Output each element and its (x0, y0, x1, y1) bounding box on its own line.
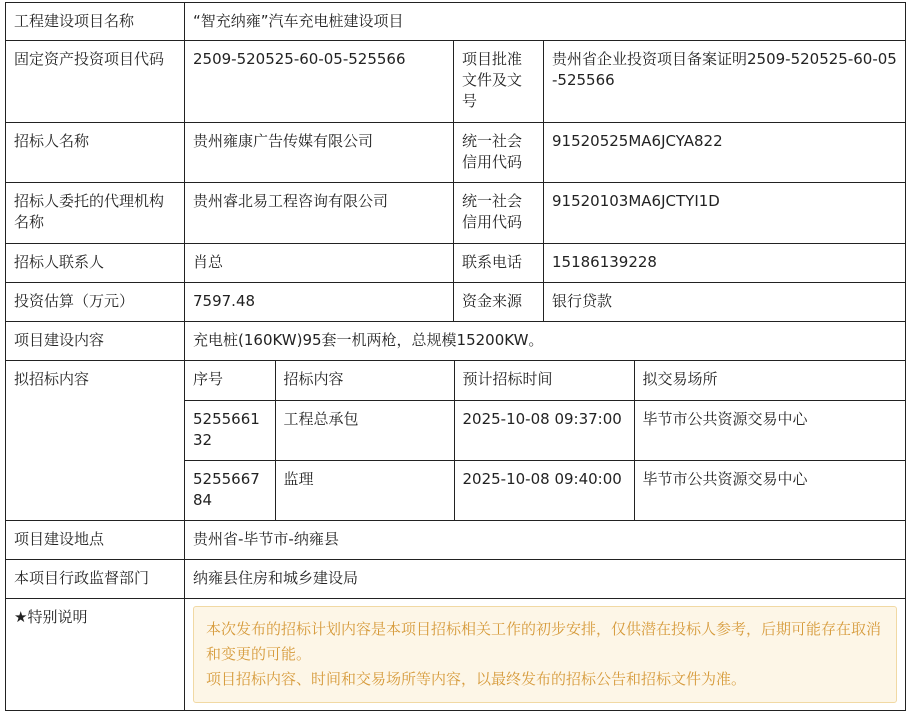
contact-value: 肖总 (185, 244, 454, 283)
fund-source-label: 资金来源 (454, 283, 544, 322)
row-investment (6, 283, 906, 322)
tender-plan-table (5, 2, 906, 711)
item-time: 2025-10-08 09:40:00 (454, 460, 634, 520)
content-value: 充电桩(160KW)95套一机两枪，总规模15200KW。 (185, 322, 906, 361)
asset-code-value: 2509-520525-60-05-525566 (185, 41, 454, 123)
tenderer-value: 贵州雍康广告传媒有限公司 (185, 123, 454, 183)
supervisor-label: 本项目行政监督部门 (6, 560, 185, 599)
tenderer-credit-value: 91520525MA6JCYA822 (544, 123, 906, 183)
item-time: 2025-10-08 09:37:00 (454, 400, 634, 460)
tender-content-cell (185, 361, 906, 521)
item-no: 525566132 (185, 400, 275, 460)
item-content: 监理 (275, 460, 454, 520)
row-contact (6, 244, 906, 283)
table-row (185, 460, 906, 520)
item-no: 525566784 (185, 460, 275, 520)
header-no: 序号 (193, 370, 224, 388)
contact-label: 招标人联系人 (6, 244, 185, 283)
row-asset-code (6, 41, 906, 123)
agency-credit-label: 统一社会信用代码 (454, 183, 544, 244)
special-notice (193, 606, 897, 703)
notice-line-1: 本次发布的招标计划内容是本项目招标相关工作的初步安排，仅供潜在投标人参考，后期可能存在取消和变更的可能。 (206, 620, 882, 663)
supervisor-value: 纳雍县住房和城乡建设局 (185, 560, 906, 599)
project-name-value: “智充纳雍”汽车充电桩建设项目 (185, 3, 906, 41)
content-label: 项目建设内容 (6, 322, 185, 361)
asset-code-label: 固定资产投资项目代码 (6, 41, 185, 123)
row-tenderer (6, 123, 906, 183)
approval-doc-value: 贵州省企业投资项目备案证明2509-520525-60-05-525566 (544, 41, 906, 123)
item-venue: 毕节市公共资源交易中心 (634, 400, 906, 460)
phone-label: 联系电话 (454, 244, 544, 283)
row-content (6, 322, 906, 361)
table-row (185, 400, 906, 460)
row-location (6, 521, 906, 560)
row-agency (6, 183, 906, 244)
row-special (6, 599, 906, 711)
row-tender-content (6, 361, 906, 521)
header-venue: 拟交易场所 (634, 361, 906, 400)
location-value: 贵州省-毕节市-纳雍县 (185, 521, 906, 560)
tenderer-label: 招标人名称 (6, 123, 185, 183)
investment-value: 7597.48 (185, 283, 454, 322)
fund-source-value: 银行贷款 (544, 283, 906, 322)
header-content: 招标内容 (275, 361, 454, 400)
row-supervisor (6, 560, 906, 599)
project-name-label: 工程建设项目名称 (6, 3, 185, 41)
item-venue: 毕节市公共资源交易中心 (634, 460, 906, 520)
special-cell (185, 599, 906, 711)
notice-line-2: 项目招标内容、时间和交易场所等内容，以最终发布的招标公告和招标文件为准。 (206, 670, 747, 688)
agency-credit-value: 91520103MA6JCTYI1D (544, 183, 906, 244)
agency-label: 招标人委托的代理机构名称 (6, 183, 185, 244)
tenderer-credit-label: 统一社会信用代码 (454, 123, 544, 183)
tender-items-table (185, 361, 906, 520)
header-time: 预计招标时间 (454, 361, 634, 400)
special-label: ★特别说明 (6, 599, 185, 711)
item-content: 工程总承包 (275, 400, 454, 460)
tender-content-label: 拟招标内容 (6, 361, 185, 521)
tender-items-header (185, 361, 906, 400)
approval-doc-label: 项目批准文件及文号 (454, 41, 544, 123)
investment-label: 投资估算（万元） (6, 283, 185, 322)
location-label: 项目建设地点 (6, 521, 185, 560)
phone-value: 15186139228 (544, 244, 906, 283)
agency-value: 贵州睿北易工程咨询有限公司 (185, 183, 454, 244)
row-project-name (6, 3, 906, 41)
